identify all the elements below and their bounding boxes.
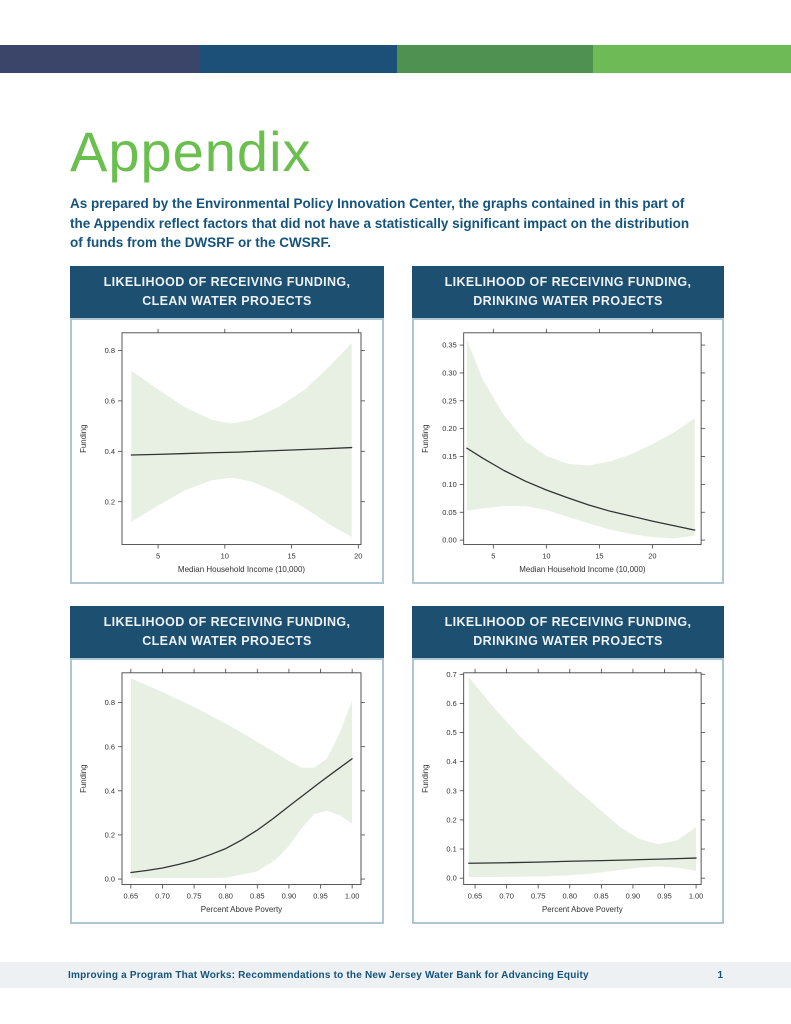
svg-text:0.85: 0.85 (594, 891, 609, 901)
svg-text:0.85: 0.85 (250, 891, 265, 901)
svg-text:0.25: 0.25 (442, 396, 457, 406)
svg-text:0.4: 0.4 (104, 446, 115, 456)
chart-panel-clean-water-income (70, 266, 384, 584)
svg-text:5: 5 (491, 551, 496, 561)
svg-text:0.35: 0.35 (442, 340, 457, 350)
svg-text:0.6: 0.6 (104, 396, 115, 406)
svg-text:0.2: 0.2 (446, 815, 457, 825)
chart-panel-drinking-water-income (412, 266, 724, 584)
svg-text:0.75: 0.75 (186, 891, 202, 901)
svg-text:Funding: Funding (420, 764, 430, 793)
svg-text:0.95: 0.95 (313, 891, 328, 901)
svg-text:0.15: 0.15 (442, 452, 457, 462)
svg-text:0.80: 0.80 (562, 891, 578, 901)
svg-text:1.00: 1.00 (344, 891, 360, 901)
svg-text:Funding: Funding (78, 424, 89, 453)
svg-text:0.70: 0.70 (499, 891, 514, 901)
svg-text:0.7: 0.7 (446, 669, 457, 679)
svg-text:0.90: 0.90 (281, 891, 297, 901)
chart-title-line2: CLEAN WATER PROJECTS (142, 294, 312, 308)
chart-title-line2: CLEAN WATER PROJECTS (142, 634, 312, 648)
page-footer (0, 962, 791, 988)
svg-text:0.65: 0.65 (467, 891, 483, 901)
chart-title-line1: LIKELIHOOD OF RECEIVING FUNDING, (444, 615, 692, 630)
svg-text:20: 20 (354, 551, 363, 561)
top-bar-segment-blue (200, 45, 397, 73)
svg-text:0.3: 0.3 (446, 786, 457, 796)
top-bar-segment-navy (0, 45, 200, 73)
svg-text:0.6: 0.6 (446, 698, 457, 708)
svg-text:0.10: 0.10 (442, 479, 457, 489)
svg-text:0.05: 0.05 (442, 507, 457, 517)
svg-text:0.4: 0.4 (446, 757, 457, 767)
chart-title-line1: LIKELIHOOD OF RECEIVING FUNDING, (103, 275, 351, 290)
top-bar-segment-green (397, 45, 593, 73)
svg-text:0.8: 0.8 (104, 698, 115, 708)
svg-text:0.90: 0.90 (625, 891, 641, 901)
svg-text:0.70: 0.70 (155, 891, 170, 901)
top-bar-segment-light-green (593, 45, 791, 73)
svg-text:0.20: 0.20 (442, 424, 457, 434)
svg-text:0.0: 0.0 (446, 873, 457, 883)
svg-text:Median Household Income (10,00: Median Household Income (10,000) (519, 565, 646, 575)
chart-title-line1: LIKELIHOOD OF RECEIVING FUNDING, (103, 615, 351, 630)
svg-text:0.95: 0.95 (657, 891, 672, 901)
top-color-bar (0, 45, 791, 73)
chart-header (412, 606, 724, 658)
chart-header (412, 266, 724, 318)
svg-text:0.65: 0.65 (123, 891, 139, 901)
chart-header (70, 606, 384, 658)
footer-text: Improving a Program That Works: Recommendations to the New Jersey Water Bank for Advancing Equity (68, 969, 589, 981)
svg-text:15: 15 (287, 551, 296, 561)
svg-text:Percent Above Poverty: Percent Above Poverty (200, 905, 283, 915)
svg-text:Percent Above Poverty: Percent Above Poverty (542, 905, 623, 915)
svg-text:10: 10 (542, 551, 551, 561)
svg-text:0.75: 0.75 (530, 891, 546, 901)
chart-clean-water-income (70, 318, 384, 584)
svg-text:0.2: 0.2 (104, 497, 115, 507)
chart-panel-drinking-water-poverty (412, 606, 724, 924)
svg-text:0.8: 0.8 (104, 346, 115, 355)
svg-text:0.80: 0.80 (218, 891, 233, 901)
chart-header (70, 266, 384, 318)
svg-text:0.2: 0.2 (104, 830, 115, 840)
chart-clean-water-poverty (70, 658, 384, 924)
footer-page-number: 1 (717, 969, 723, 981)
svg-text:0.0: 0.0 (104, 874, 115, 884)
chart-title-line2: DRINKING WATER PROJECTS (473, 634, 663, 648)
intro-paragraph: As prepared by the Environmental Policy Innovation Center, the graphs contained in this part of the Appendix reflect factors that did not have a statistically significant impact on the distribution of funds from the DWSRF or the CWSRF. (70, 196, 690, 251)
svg-text:10: 10 (220, 551, 229, 561)
svg-text:5: 5 (155, 551, 161, 561)
svg-text:0.1: 0.1 (446, 844, 457, 854)
svg-text:0.00: 0.00 (442, 535, 457, 545)
chart-panel-clean-water-poverty (70, 606, 384, 924)
svg-text:Median Household Income (10,00: Median Household Income (10,000) (177, 565, 306, 575)
svg-text:1.00: 1.00 (688, 891, 704, 901)
svg-text:0.4: 0.4 (104, 786, 115, 796)
svg-text:20: 20 (648, 551, 657, 561)
page-title: Appendix (70, 120, 312, 183)
svg-text:Funding: Funding (78, 764, 89, 793)
chart-drinking-water-income (412, 318, 724, 584)
chart-title-line1: LIKELIHOOD OF RECEIVING FUNDING, (444, 275, 692, 290)
chart-title-line2: DRINKING WATER PROJECTS (473, 294, 663, 308)
chart-drinking-water-poverty (412, 658, 724, 924)
svg-text:0.5: 0.5 (446, 728, 457, 738)
svg-text:0.30: 0.30 (442, 368, 457, 378)
svg-text:15: 15 (595, 551, 604, 561)
svg-text:0.6: 0.6 (104, 742, 115, 752)
svg-text:Funding: Funding (420, 424, 430, 453)
